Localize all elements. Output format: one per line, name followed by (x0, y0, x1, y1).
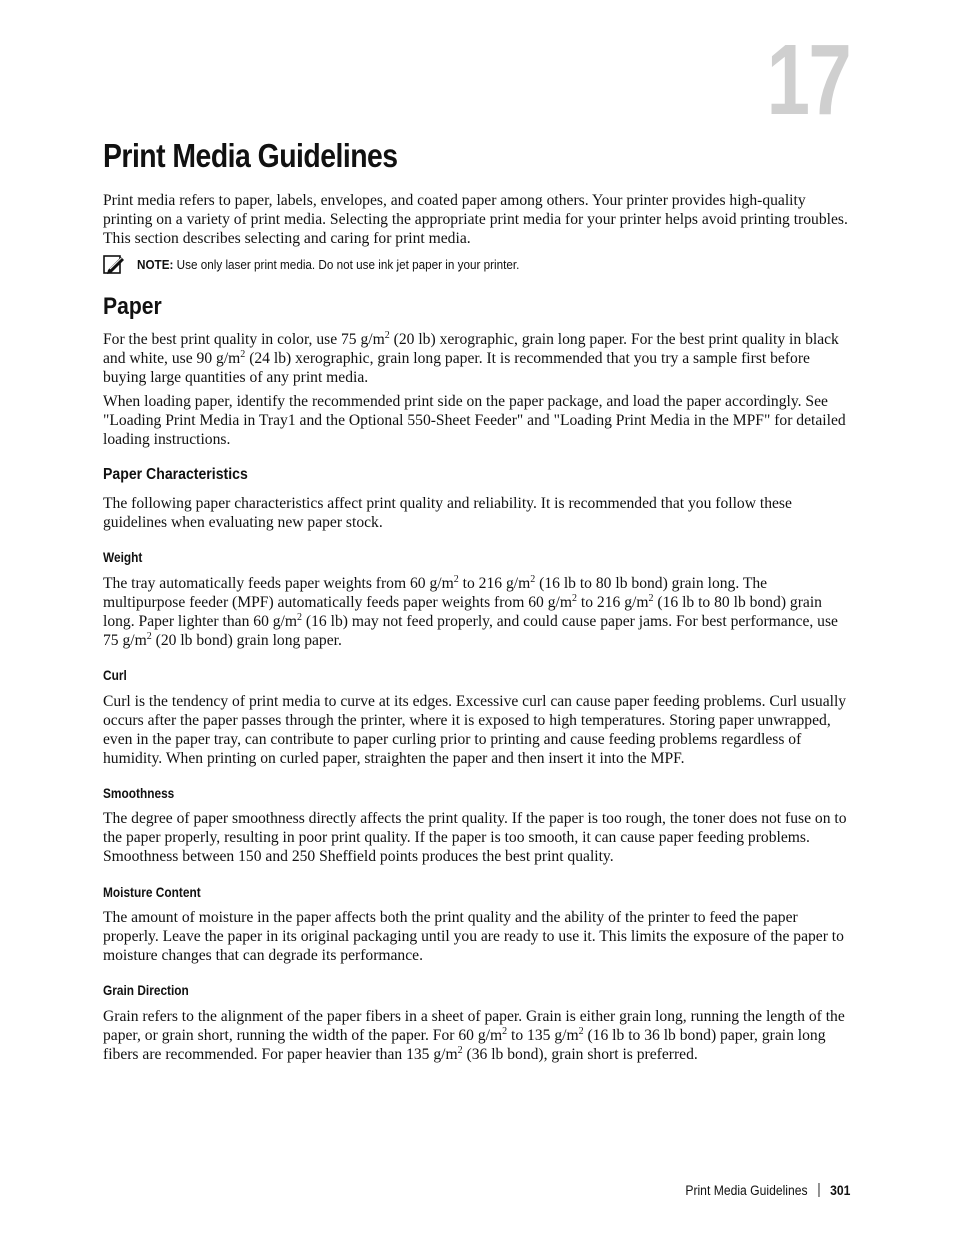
superscript: 2 (297, 612, 303, 623)
heading-curl: Curl (103, 668, 127, 683)
heading-smoothness: Smoothness (103, 786, 175, 801)
weight-text: The tray automatically feeds paper weights from 60 g/m (103, 575, 454, 592)
note-label: NOTE: (137, 257, 174, 272)
superscript: 2 (648, 593, 654, 604)
section-heading-paper: Paper (103, 293, 162, 320)
superscript: 2 (572, 593, 577, 604)
smoothness-paragraph: The degree of paper smoothness directly affects the print quality. If the paper is too rough, the toner does not fuse on to the paper properly, resulting in poor print quality. If the paper is too smooth, it can cause paper feeding problems. Smoothness between 150 and 250 Sheffield points produces the best print quality. (103, 810, 847, 865)
superscript: 2 (453, 574, 459, 585)
curl-paragraph: Curl is the tendency of print media to curve at its edges. Excessive curl can cause paper feeding problems. Curl usually occurs after the paper passes through the printer, where it is exposed to high temperatures. Storing paper unwrapped, even in the paper tray, can contribute to paper curling prior to printing and cause feeding problems regardless of humidity. When printing on curled paper, straighten the paper and then insert it into the MPF. (103, 693, 847, 767)
moisture-paragraph: The amount of moisture in the paper affects both the print quality and the ability of the printer to feed the paper properly. Leave the paper in its original packaging until you are ready to use it. This limits the exposure of the paper to moisture changes that can degrade its performance. (103, 909, 844, 964)
note-callout (103, 255, 851, 277)
chapter-number: 17 (766, 24, 850, 136)
superscript: 2 (530, 574, 536, 585)
note-pencil-icon (103, 255, 125, 275)
heading-weight: Weight (103, 550, 143, 565)
paper-p1-text-b: (20 lb) xerographic, grain long paper. For the best print quality in black and white, use 90 g/m (103, 331, 839, 367)
weight-text: (20 lb bond) grain long paper. (151, 632, 342, 649)
characteristics-intro: The following paper characteristics affect print quality and reliability. It is recommended that you follow these guidelines when evaluating new paper stock. (103, 495, 792, 531)
note-text (137, 257, 519, 272)
heading-grain-direction: Grain Direction (103, 983, 189, 998)
superscript: 2 (146, 631, 152, 642)
footer-section-title: Print Media Guidelines (684, 1182, 808, 1198)
grain-text: (36 lb bond), grain short is preferred. (462, 1046, 698, 1063)
subsection-heading-characteristics: Paper Characteristics (103, 466, 248, 483)
grain-text: to 135 g/m (507, 1027, 579, 1044)
superscript: 2 (384, 330, 390, 341)
heading-moisture-content: Moisture Content (103, 885, 201, 900)
paper-p1-text-a: For the best print quality in color, use 75 g/m (103, 331, 385, 348)
weight-text: (16 lb) may not feed properly, and could cause paper jams. For best performance, use 75 g/m (103, 613, 838, 649)
weight-text: to 216 g/m (577, 594, 649, 611)
paper-p1-text-c: (24 lb) xerographic, grain long paper. It is recommended that you try a sample first before buying large quantities of any print media. (103, 350, 810, 386)
weight-text: (16 lb to 80 lb bond) grain long. Paper lighter than 60 g/m (103, 594, 822, 630)
intro-paragraph: Print media refers to paper, labels, envelopes, and coated paper among others. Your printer provides high-quality printing on a variety of print media. Selecting the appropriate print media for your printer helps avoid printing troubles. This section describes selecting and caring for print media. (103, 192, 848, 247)
footer-divider (818, 1183, 819, 1197)
page-title: Print Media Guidelines (103, 137, 398, 174)
page-footer (685, 1180, 850, 1200)
weight-text: to 216 g/m (458, 575, 531, 592)
weight-text: (16 lb to 80 lb bond) grain long. The multipurpose feeder (MPF) automatically feeds paper weights from 60 g/m (103, 575, 768, 611)
note-body: Use only laser print media. Do not use ink jet paper in your printer. (176, 257, 520, 272)
superscript: 2 (240, 349, 246, 360)
page-number: 301 (829, 1182, 850, 1198)
superscript: 2 (502, 1026, 508, 1037)
grain-text: Grain refers to the alignment of the paper fibers in a sheet of paper. Grain is either grain long, running the length of the paper, or grain short, running the width of the paper. For 60 g/m (103, 1008, 845, 1044)
superscript: 2 (457, 1045, 463, 1056)
grain-paragraph (103, 1007, 851, 1064)
weight-paragraph (103, 574, 851, 650)
superscript: 2 (578, 1026, 584, 1037)
paper-paragraph-2: When loading paper, identify the recommended print side on the paper package, and load the paper accordingly. See "Loading Print Media in Tray1 and the Optional 550-Sheet Feeder" and "Loading Print Media in the MPF" for detailed loading instructions. (103, 393, 846, 448)
paper-paragraph-1 (103, 330, 851, 387)
grain-text: (16 lb to 36 lb bond) paper, grain long fibers are recommended. For paper heavier than 135 g/m (103, 1027, 826, 1063)
